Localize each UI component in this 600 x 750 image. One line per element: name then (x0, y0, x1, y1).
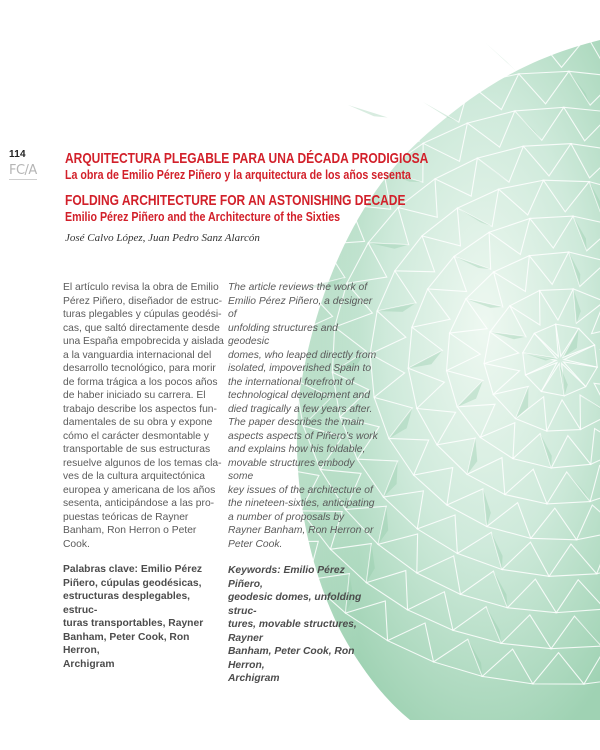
abstract-english-line: the nineteen-sixties, anticipating (228, 498, 375, 509)
abstract-english-line: aspects aspects of Piñero’s work (228, 430, 378, 442)
keywords-spanish (63, 563, 225, 671)
authors: José Calvo López, Juan Pedro Sanz Alarcón (65, 232, 260, 244)
keywords-english-line: Archigram (228, 673, 280, 684)
abstract-spanish-line: El artículo revisa la obra de Emilio (63, 282, 219, 293)
abstract-english-line: The article reviews the work of (228, 282, 368, 293)
abstract-spanish-line: cas, que saltó directamente desde (63, 322, 220, 334)
abstract-english-line: the international forefront of (228, 376, 354, 388)
abstract-spanish-line: desarrollo tecnológico, para morir (63, 363, 216, 374)
abstract-spanish-line: Banham, Ron Herron o Peter Cook. (63, 525, 197, 550)
keywords-spanish-line: Piñero, cúpulas geodésicas, (63, 577, 202, 589)
abstract-english (228, 281, 380, 686)
keywords-spanish-line: Archigram (63, 658, 115, 670)
keywords-english-line: tures, movable structures, Rayner (228, 619, 357, 644)
abstract-spanish-body (63, 281, 225, 551)
keywords-spanish-line: Palabras clave: Emilio Pérez (63, 564, 203, 575)
spanish-subtitle: La obra de Emilio Pérez Piñero y la arquitectura de los años sesenta (65, 167, 411, 182)
abstract-english-line: and explains how his foldable, (228, 444, 366, 455)
keywords-english (228, 564, 380, 686)
abstract-spanish-line: cómo el carácter desmontable y (63, 430, 209, 442)
abstract-spanish-line: de forma trágica a los pocos años (63, 376, 218, 388)
abstract-spanish-line: turas plegables y cúpulas geodési- (63, 309, 222, 320)
abstract-english-body (228, 281, 380, 551)
english-title: FOLDING ARCHITECTURE FOR AN ASTONISHING DECADE (65, 192, 406, 209)
abstract-spanish-line: damentales de su obra y expone (63, 417, 213, 428)
keywords-spanish-line: estructuras desplegables, estruc- (63, 591, 191, 616)
abstract-spanish-line: Pérez Piñero, diseñador de estruc- (63, 295, 223, 307)
abstract-english-line: domes, who leaped directly from (228, 349, 377, 361)
abstract-english-line: Rayner Banham, Ron Herron or (228, 525, 374, 536)
abstract-english-line: key issues of the architecture of (228, 484, 373, 496)
abstract-spanish-line: de haber iniciado su carrera. El (63, 390, 206, 401)
keywords-english-line: Banham, Peter Cook, Ron Herron, (228, 646, 355, 671)
keywords-spanish-line: Banham, Peter Cook, Ron Herron, (63, 631, 190, 656)
abstract-spanish (63, 281, 225, 671)
abstract-english-line: Peter Cook. (228, 538, 283, 550)
abstract-english-line: isolated, impoverished Spain to (228, 363, 372, 374)
abstract-spanish-line: transportable de sus estructuras (63, 444, 211, 455)
keywords-english-line: Keywords: Emilio Pérez Piñero, (228, 565, 345, 590)
abstract-spanish-line: puestas teóricas de Rayner (63, 511, 189, 523)
keywords-spanish-line: turas transportables, Rayner (63, 618, 204, 629)
abstract-spanish-line: trabajo describe los aspectos fun- (63, 403, 217, 415)
abstract-spanish-line: resuelve algunos de los temas cla- (63, 457, 222, 469)
abstract-spanish-line: ves de la cultura arquitectónica (63, 471, 205, 482)
abstract-spanish-line: europea y americana de los años (63, 484, 216, 496)
keywords-english-line: geodesic domes, unfolding struc- (228, 592, 362, 617)
english-subtitle: Emilio Pérez Piñero and the Architecture of the Sixties (65, 209, 341, 224)
abstract-english-line: movable structures embody some (228, 457, 355, 482)
page-number: 114 (9, 149, 26, 160)
abstract-english-line: technological development and (228, 390, 370, 401)
abstract-spanish-line: sesenta, anticipándose a las pro- (63, 498, 215, 509)
abstract-english-line: died tragically a few years after. (228, 403, 373, 415)
abstract-english-line: Emilio Pérez Piñero, a designer of (228, 295, 373, 320)
abstract-spanish-line: una España empobrecida y aislada (63, 336, 224, 347)
abstract-english-line: The paper describes the main (228, 417, 365, 428)
abstract-english-line: a number of proposals by (228, 511, 345, 523)
journal-logo: FC/A (9, 163, 37, 178)
abstract-english-line: unfolding structures and geodesic (228, 322, 338, 347)
abstract-spanish-line: a la vanguardia internacional del (63, 349, 212, 361)
spanish-title: ARQUITECTURA PLEGABLE PARA UNA DÉCADA PRODIGIOSA (65, 150, 429, 167)
